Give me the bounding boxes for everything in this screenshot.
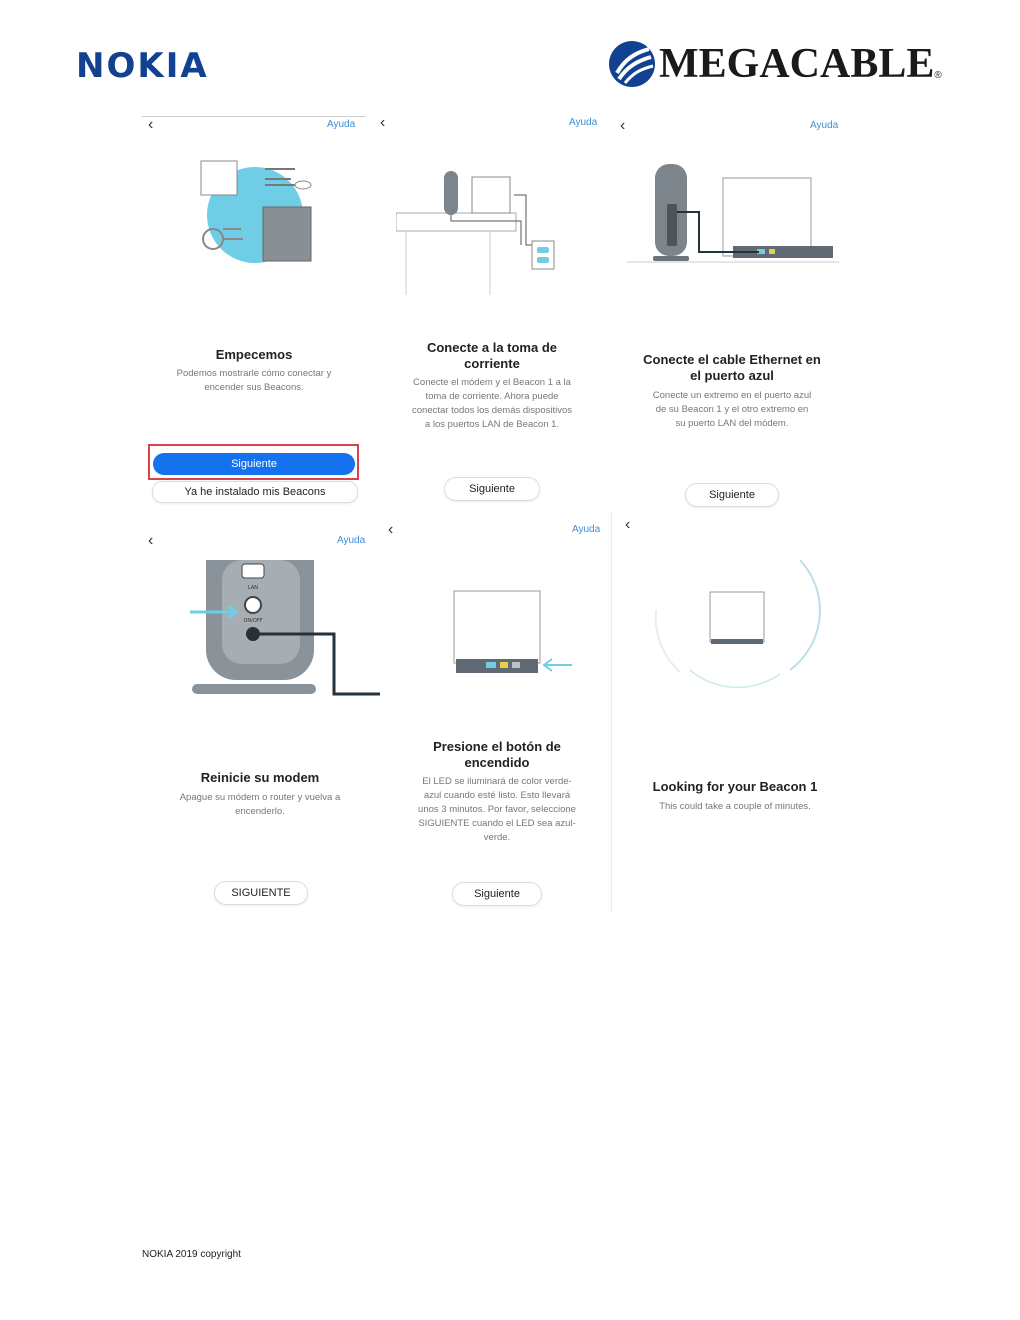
panel-description: Apague su módem o router y vuelva a encenderlo. xyxy=(179,792,341,817)
registered-mark: ® xyxy=(934,69,942,81)
help-link[interactable]: Ayuda xyxy=(569,117,598,128)
back-chevron-icon[interactable]: ‹ xyxy=(625,516,631,533)
panel-title: Reinicie su modem xyxy=(200,770,320,785)
searching-beacon-illustration xyxy=(650,540,826,690)
lan-port-label: LAN xyxy=(247,585,259,591)
megacable-mark-icon xyxy=(607,39,657,89)
power-button-label: ON/OFF xyxy=(243,618,263,624)
back-chevron-icon[interactable]: ‹ xyxy=(620,117,626,134)
panel-description: El LED se iluminará de color verde- azul cuando esté listo. Esto llevará unos 3 minutos. Por favor, seleccione SIGUIENTE cuando el LED sea azul- verde. xyxy=(418,776,576,843)
megacable-logo xyxy=(607,38,942,90)
help-link[interactable]: Ayuda xyxy=(327,119,356,130)
power-outlet-illustration xyxy=(396,165,561,295)
back-chevron-icon[interactable]: ‹ xyxy=(148,116,154,133)
next-button[interactable]: Siguiente xyxy=(452,882,542,906)
panel-title: Presione el botón de encendido xyxy=(433,739,561,770)
help-link[interactable]: Ayuda xyxy=(337,535,366,546)
panel-divider xyxy=(611,512,612,912)
next-button[interactable]: SIGUIENTE xyxy=(214,881,308,905)
panel-description: This could take a couple of minutes. xyxy=(659,801,811,812)
modem-restart-illustration xyxy=(186,560,380,698)
copyright-footer: NOKIA 2019 copyright xyxy=(142,1249,241,1260)
panel-top-border xyxy=(142,116,366,117)
next-button[interactable]: Siguiente xyxy=(685,483,779,507)
panel-title: Looking for your Beacon 1 xyxy=(652,779,818,794)
ethernet-cable-illustration xyxy=(627,160,839,266)
panel-description: Podemos mostrarle cómo conectar y encender sus Beacons. xyxy=(176,368,332,393)
back-chevron-icon[interactable]: ‹ xyxy=(148,532,154,549)
already-installed-button[interactable]: Ya he instalado mis Beacons xyxy=(152,481,358,503)
beacon-power-button-illustration xyxy=(448,585,576,677)
panel-title: Conecte el cable Ethernet en el puerto azul xyxy=(643,352,821,383)
help-link[interactable]: Ayuda xyxy=(810,120,839,131)
panel-description: Conecte el módem y el Beacon 1 a la toma de corriente. Ahora puede conectar todos los demás dispositivos a los puertos LAN de Beacon 1. xyxy=(412,377,572,430)
panel-title: Conecte a la toma de corriente xyxy=(426,340,558,371)
next-button[interactable]: Siguiente xyxy=(444,477,540,501)
back-chevron-icon[interactable]: ‹ xyxy=(380,114,386,131)
panel-title: Empecemos xyxy=(215,347,293,362)
beacon-kit-illustration xyxy=(195,155,320,265)
megacable-wordmark: MEGACABLE xyxy=(659,41,935,87)
nokia-logo: NOKIA xyxy=(76,46,209,86)
next-button[interactable]: Siguiente xyxy=(153,453,355,475)
back-chevron-icon[interactable]: ‹ xyxy=(388,521,394,538)
panel-description: Conecte un extremo en el puerto azul de su Beacon 1 y el otro extremo en su puerto LAN del módem. xyxy=(652,390,812,429)
help-link[interactable]: Ayuda xyxy=(572,524,601,535)
